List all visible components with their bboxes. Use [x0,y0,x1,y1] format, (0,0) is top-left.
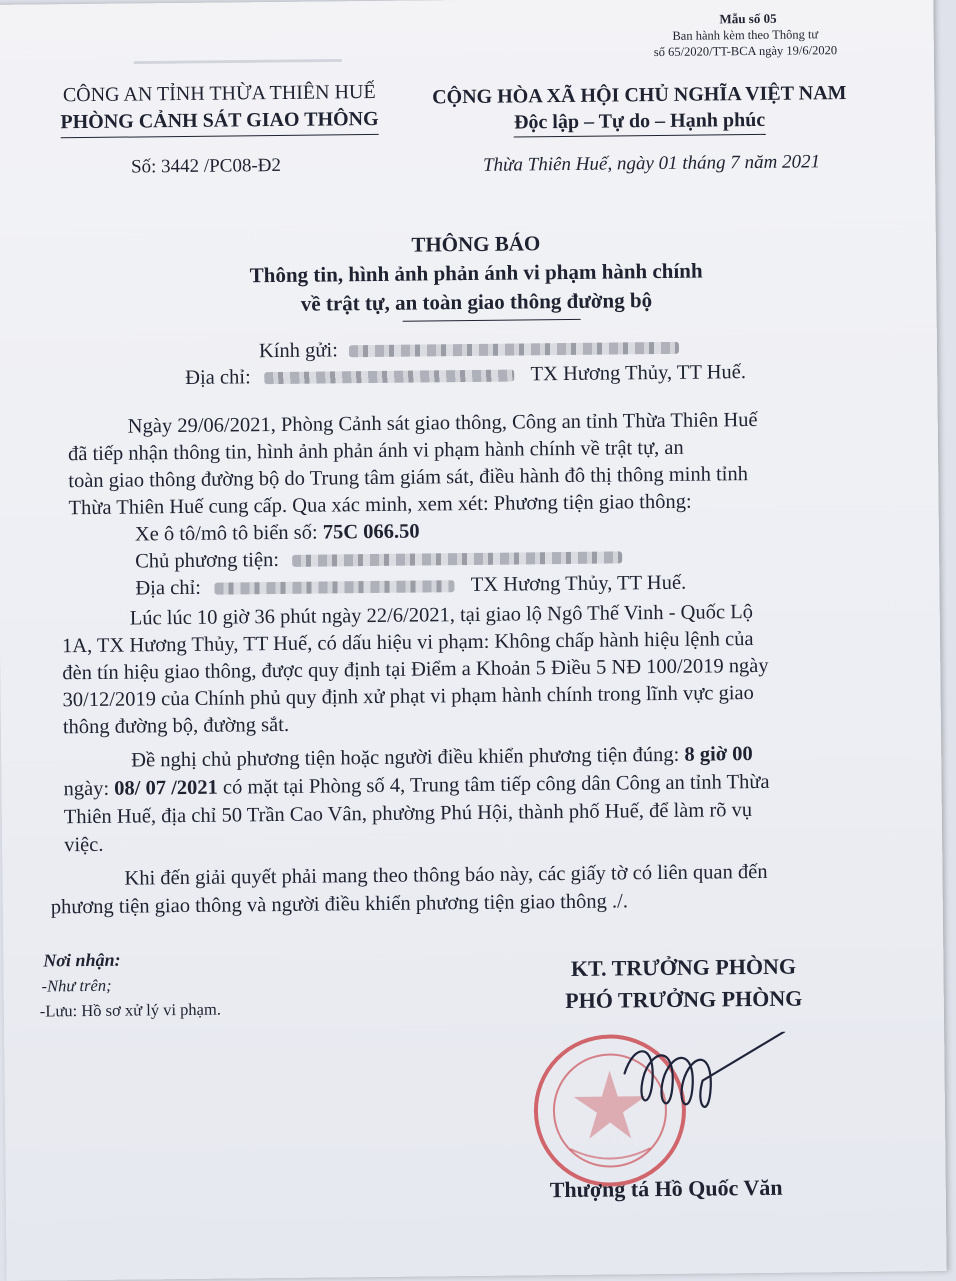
owner-address-line [135,570,686,603]
redacted-owner-name [292,552,622,567]
body-p2-line5: thông đường bộ, đường sắt. [62,713,290,739]
document-subtitle-1: Thông tin, hình ảnh phản ánh vi phạm hành chính [249,258,703,288]
body-p3-line3: Thiên Huế, địa chỉ 50 Trần Cao Vân, phường Phú Hội, thành phố Huế, để làm rõ vụ [63,799,753,829]
national-header [404,80,875,139]
title-divider [403,319,581,322]
form-issued-note [654,26,838,60]
national-title: CỘNG HÒA XÃ HỘI CHỦ NGHĨA VIỆT NAM [432,82,847,109]
body-p4-line2: phương tiện giao thông và người điều khiển phương tiện giao thông ./. [50,890,629,919]
owner-address-label: Địa chỉ: [135,576,202,600]
document-number: Số: 3442 /PC08-Đ2 [130,154,282,178]
appointment-date: 08/ 07 /2021 [114,776,218,800]
form-issued-line2: số 65/2020/TT-BCA ngày 19/6/2020 [653,43,838,60]
body-p1-line3: toàn giao thông đường bộ do Trung tâm giám sát, điều hành đô thị thông minh tỉnh [68,463,749,493]
body-p2-line2: 1A, TX Hương Thủy, TT Huế, có dấu hiệu vi phạm: Không chấp hành hiệu lệnh của [61,628,754,658]
plate-label: Xe ô tô/mô tô biển số: [134,521,318,546]
bleed-through-text: ▁▁▁▁▁▁▁▁▁▁▁▁▁▁▁ [133,41,342,64]
document-title: THÔNG BÁO [411,231,541,257]
appointment-time: 8 giờ 00 [684,743,753,766]
form-issued-line1: Ban hành kèm theo Thông tư [672,27,819,43]
form-code: Mẫu số 05 [719,10,777,27]
recipient-address-label: Địa chỉ: [185,366,251,389]
body-p3-line1-text: Đề nghị chủ phương tiện hoặc người điều khiển phương tiện đúng: [131,743,685,772]
redacted-recipient-name [349,342,679,357]
receivers-item-2: -Lưu: Hồ sơ xử lý vi phạm. [39,999,222,1021]
document-title-block [176,227,777,320]
plate-number: 75C 066.50 [322,520,420,544]
national-motto: Độc lập – Tự do – Hạnh phúc [514,107,765,138]
receivers-label: Nơi nhận: [43,949,121,971]
handwritten-signature [614,1032,795,1154]
signature-title-2: PHÓ TRƯỞNG PHÒNG [565,985,803,1014]
body-p3-line2-prefix: ngày: [63,777,115,801]
redacted-recipient-address [264,370,514,385]
recipient-address-tail: TX Hương Thủy, TT Huế. [530,361,747,386]
body-p1-line4: Thừa Thiên Huế cung cấp. Qua xác minh, xem xét: Phương tiện giao thông: [68,490,692,520]
body-p3-line2-text: có mặt tại Phòng số 4, Trung tâm tiếp công dân Công an tỉnh Thừa [217,770,770,799]
agency-header [34,79,405,139]
signature-title-block [523,950,844,1017]
body-p2-line4: 30/12/2019 của Chính phủ quy định xử phạt vi phạm hành chính trong lĩnh vực giao [62,682,754,712]
body-p2-line3: đèn tín hiệu giao thông, được quy định tại Điểm a Khoản 5 Điều 5 NĐ 100/2019 ngày [62,654,769,685]
body-p1-line2: đã tiếp nhận thông tin, hình ảnh phản ánh vi phạm hành chính về trật tự, an [67,436,684,466]
signature-title-1: KT. TRƯỞNG PHÒNG [570,953,797,981]
document-subtitle-2: về trật tự, an toàn giao thông đường bộ [300,288,653,316]
body-p1-line1: Ngày 29/06/2021, Phòng Cảnh sát giao thông, Công an tỉnh Thừa Thiên Huế [127,408,758,438]
recipient-address-line [185,359,746,392]
plate-line [135,519,420,549]
document-date: Thừa Thiên Huế, ngày 01 tháng 7 năm 2021 [482,151,821,176]
owner-address-tail: TX Hương Thủy, TT Huế. [470,571,687,596]
body-p3-line4: việc. [64,833,104,857]
recipient-label: Kính gửi: [258,339,338,363]
receivers-item-1: -Như trên; [41,975,112,996]
redacted-owner-address [214,580,454,595]
body-p2-line1: Lúc lúc 10 giờ 36 phút ngày 22/6/2021, tại giao lộ Ngô Thế Vinh - Quốc Lộ [129,601,754,630]
signer-name: Thượng tá Hồ Quốc Văn [549,1174,783,1203]
body-p4-line1: Khi đến giải quyết phải mang theo thông báo này, các giấy tờ có liên quan đến [124,860,768,890]
agency-name: CÔNG AN TỈNH THỪA THIÊN HUẾ [62,80,376,107]
department-name: PHÒNG CẢNH SÁT GIAO THÔNG [60,106,378,138]
owner-label: Chủ phương tiện: [135,548,280,573]
